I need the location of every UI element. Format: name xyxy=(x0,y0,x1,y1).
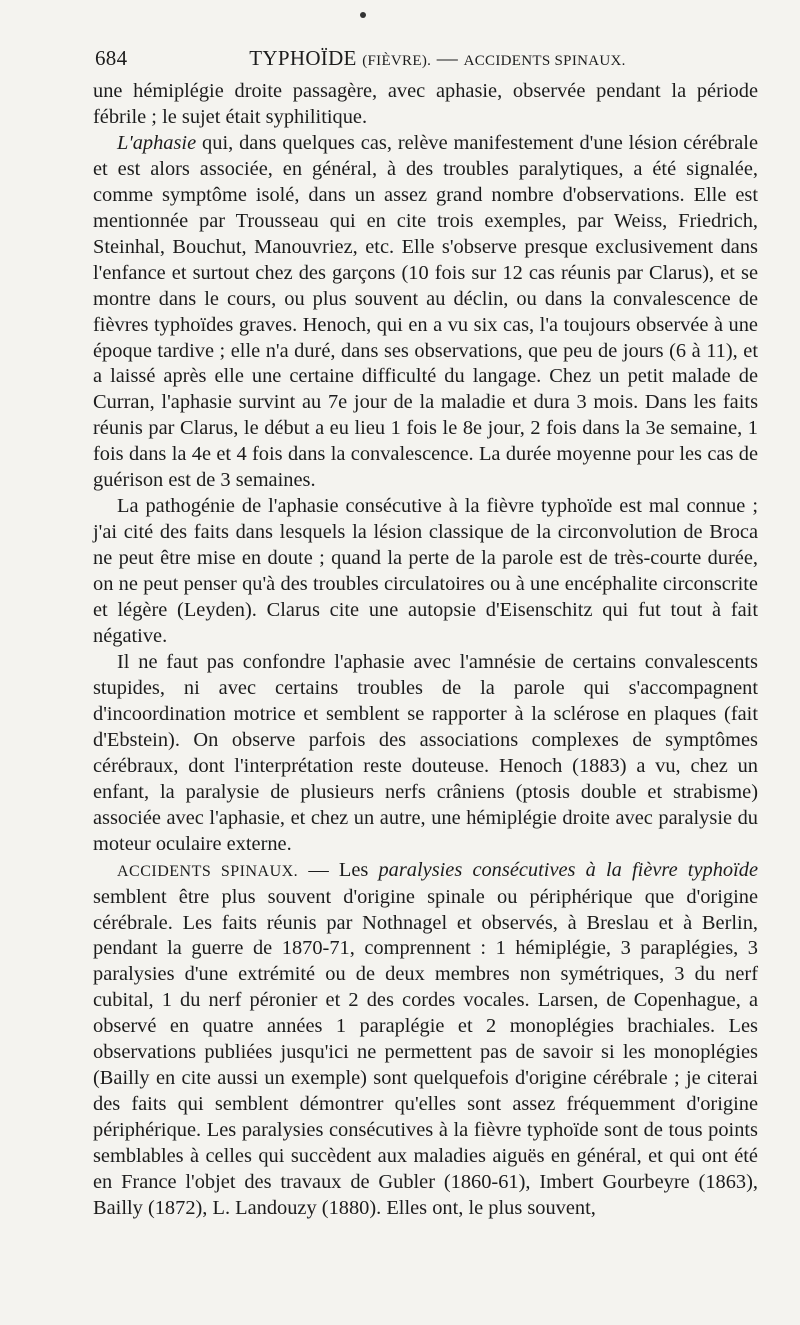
paragraph-text: La pathogénie de l'aphasie consécutive à la fièvre typhoïde est mal connue ; j'ai cité des faits dans lesquels la lésion classique de la circonvolution de Broca ne peut être mise en doute ; quand la perte de la parole est de très-courte durée, on ne peut penser qu'à des troubles circulatoires ou à une encéphalite circonscrite et légère (Leyden). Clarus cite une autopsie d'Eisenschitz qui fut tout à fait négative. xyxy=(93,495,758,648)
header-dash: — xyxy=(436,45,459,70)
header-section: ACCIDENTS SPINAUX. xyxy=(463,52,626,69)
paragraph-text: semblent être plus souvent d'origine spinale ou périphérique que d'origine cérébrale. Les faits réunis par Nothnagel et observés, à Breslau et à Berlin, pendant la guerre de 1870-71, comprennent : 1 hémiplégie, 3 paraplégies, 3 paralysies d'une extrémité ou de deux membres non symétriques, 3 du nerf cubital, 1 du nerf péronier et 2 des cordes vocales. Larsen, de Copenhague, a observé en quatre années 1 paraplégie et 2 monoplégies brachiales. Les observations publiées jusqu'ici ne permettent pas de savoir si les monoplégies (Bailly en cite aussi un exemple) sont quelquefois d'origine cérébrale ; je citerai des faits qui semblent démontrer qu'elles sont assez fréquemment d'origine périphérique. Les paralysies consécutives à la fièvre typhoïde sont de tous points semblables à celles qui succèdent aux maladies aiguës en général, et qui ont été en France l'objet des travaux de Gubler (1860-61), Imbert Gourbeyre (1863), Bailly (1872), L. Landouzy (1880). Elles ont, le plus souvent, xyxy=(93,885,758,1219)
paragraph-lead-italic: paralysies consécutives à la fièvre typhoïde xyxy=(378,858,759,881)
page-number: 684 xyxy=(95,45,128,70)
paragraph-4 xyxy=(93,650,758,858)
running-header xyxy=(95,40,760,76)
section-heading: ACCIDENTS SPINAUX. xyxy=(117,862,299,880)
paragraph-lead-italic: L'aphasie xyxy=(117,131,197,154)
paragraph-text: une hémiplégie droite passagère, avec aphasie, observée pendant la période fébrile ; le sujet était syphilitique. xyxy=(93,80,758,128)
paragraph-3 xyxy=(93,494,758,650)
header-title: TYPHOÏDE xyxy=(249,45,357,70)
header-subtitle: (FIÈVRE). xyxy=(362,52,432,69)
paragraph-5 xyxy=(93,858,758,1222)
paragraph-text: Il ne faut pas confondre l'aphasie avec l'amnésie de certains convalescents stupides, ni avec certains troubles de la parole qui s'accompagnent d'incoordination motrice et semblent se rapporter à la sclérose en plaques (fait d'Ebstein). On observe parfois des associations complexes de symptômes cérébraux, dont l'interprétation reste douteuse. Henoch (1883) a vu, chez un enfant, la paralysie de plusieurs nerfs crâniens (ptosis double et strabisme) associée avec l'aphasie, et chez un autre, une hémiplégie droite avec paralysie du moteur oculaire externe. xyxy=(93,650,758,855)
printer-mark xyxy=(360,12,366,18)
paragraph-1 xyxy=(93,79,758,131)
paragraph-text: qui, dans quelques cas, relève manifestement d'une lésion cérébrale et est alors associée, en général, à des troubles paralytiques, a été signalée, comme symptôme isolé, dans un assez grand nombre d'observations. Elle est mentionnée par Trousseau qui en cite trois exemples, par Weiss, Friedrich, Steinhal, Bouchut, Manouvriez, etc. Elle s'observe presque exclusivement dans l'enfance et surtout chez des garçons (10 fois sur 12 cas réunis par Clarus), et se montre dans le cours, ou plus souvent au déclin, ou dans la convalescence de fièvres typhoïdes graves. Henoch, qui en a vu six cas, l'a toujours observée à une époque tardive ; elle n'a duré, dans ses observations, que peu de jours (6 à 11), et a laissé après elle une certaine difficulté du langage. Chez un petit malade de Curran, l'aphasie survint au 7e jour de la maladie et dura 3 mois. Dans les faits réunis par Clarus, le début a eu lieu 1 fois le 8e jour, 2 fois dans la 3e semaine, 1 fois dans la 4e et 4 fois dans la convalescence. La durée moyenne pour les cas de guérison est de 3 semaines. xyxy=(93,131,758,492)
section-dash: — Les xyxy=(298,858,379,881)
paragraph-2 xyxy=(93,131,758,494)
page-body xyxy=(93,79,758,1222)
running-title xyxy=(175,46,760,71)
